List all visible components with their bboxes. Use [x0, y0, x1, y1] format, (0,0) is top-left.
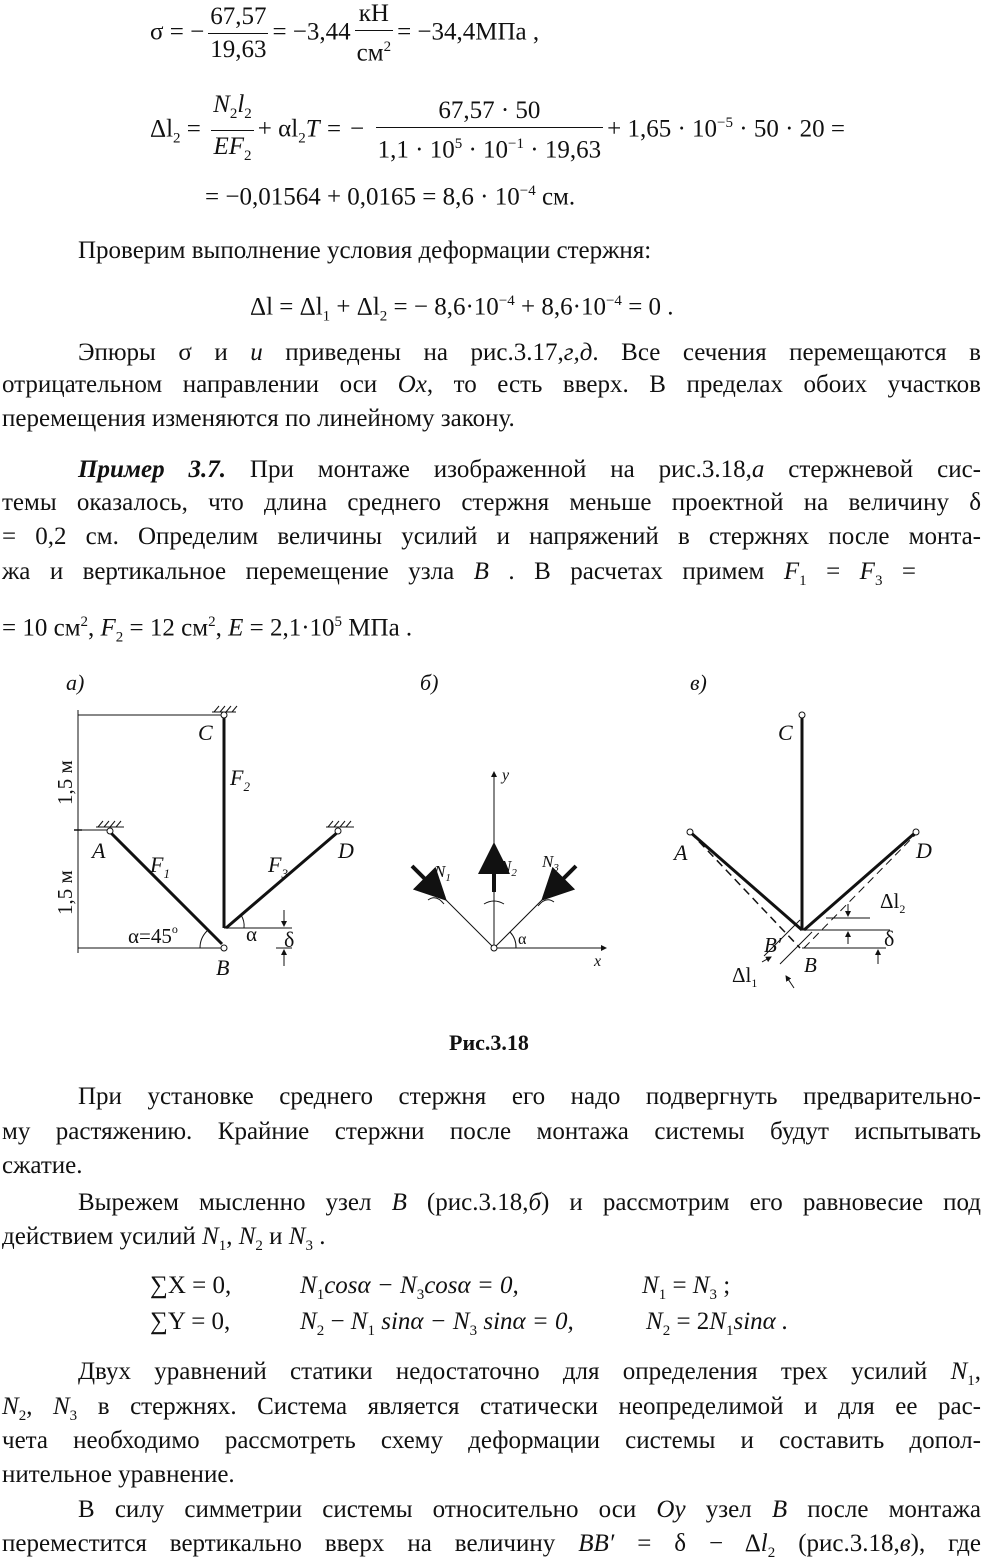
- t: ∑X = 0,: [150, 1272, 232, 1299]
- t: = 12 см: [123, 614, 209, 642]
- t: F: [783, 558, 800, 585]
- paragraph-line: = 0,2 см. Определим величины усилий и напряжений в стержнях после монта-: [2, 523, 981, 550]
- sub: 2: [173, 130, 181, 147]
- t: N: [950, 1358, 968, 1385]
- paragraph-line: нительное уравнение.: [2, 1461, 235, 1488]
- t: = 10 см: [2, 614, 81, 642]
- sub: 2: [115, 629, 124, 646]
- t: = − 8,6·10: [387, 293, 499, 321]
- panel-a-label: а): [66, 670, 85, 695]
- paragraph-line: При установке среднего стержня его надо подвергнуть предварительно-: [78, 1083, 981, 1110]
- t: МПа .: [342, 614, 413, 642]
- paragraph-line: [2, 1529, 981, 1568]
- t: , то есть вверх. В пределах обоих участков: [426, 371, 981, 398]
- t: При монтаже изображенной на рис.3.18,: [226, 456, 752, 483]
- example-heading: Пример 3.7.: [78, 456, 226, 483]
- dl2-lhs: Δl: [150, 115, 174, 143]
- label-delta: δ: [284, 927, 295, 952]
- t: $N_2 - N_1$ $\sin\alpha - N_3$ sinα = 0,: [300, 1308, 574, 1339]
- t: Oy: [656, 1496, 686, 1523]
- bar-a: [690, 832, 802, 930]
- sup: −1: [508, 135, 525, 152]
- sup: 5: [334, 614, 343, 630]
- support-a: [96, 821, 124, 827]
- t: Эпюры σ и: [78, 339, 251, 366]
- unit-denominator: [355, 31, 393, 67]
- t: Δl = Δl: [250, 293, 323, 321]
- equation-dl2-line2: [205, 176, 575, 212]
- t: · 10: [462, 136, 509, 164]
- bar-a-dashed: [690, 832, 800, 948]
- sub: 2: [298, 130, 306, 147]
- label-alpha45: $\alpha=45^o$: [128, 922, 178, 948]
- t: и: [262, 1223, 289, 1250]
- paragraph-line: [78, 338, 981, 368]
- fraction: [208, 3, 268, 64]
- label-alpha: α: [246, 922, 258, 946]
- t: действием усилий: [2, 1223, 203, 1250]
- equation-check: [250, 286, 674, 331]
- fraction-numeric: [376, 97, 603, 164]
- t: = δ − Δ: [614, 1530, 761, 1557]
- sym: l: [237, 91, 245, 119]
- t: приведены на рис.3.17,: [262, 339, 564, 366]
- denominator: [376, 128, 603, 164]
- t: B: [391, 1189, 407, 1216]
- label-f2: $F_2$: [230, 765, 250, 794]
- t: ∑Y = 0,: [150, 1308, 231, 1335]
- axis-y-label: y: [502, 767, 510, 784]
- t: $N_1 = N_3$ ;: [642, 1272, 731, 1303]
- label-dl1: $\Delta l_1$: [732, 963, 758, 990]
- label-a: A: [92, 838, 106, 863]
- paragraph-line: [78, 1495, 981, 1525]
- t: F: [859, 558, 875, 585]
- support-d: [326, 821, 354, 827]
- label-alpha: α: [518, 931, 527, 948]
- t: E: [228, 614, 244, 642]
- t: в: [899, 1530, 911, 1557]
- paragraph-line: [2, 1222, 325, 1261]
- t: B: [771, 1496, 788, 1523]
- t: =: [806, 558, 860, 585]
- t: N: [2, 1393, 19, 1420]
- unit-fraction: [355, 0, 393, 67]
- paragraph-check: Проверим выполнение условия деформации стержня:: [78, 237, 652, 264]
- sup: 5: [454, 135, 463, 152]
- t: стержневой сис-: [764, 456, 981, 483]
- t: N: [202, 1223, 219, 1250]
- t: $N_1\cos\alpha - N_3\cos\alpha = 0$,: [300, 1272, 519, 1303]
- sup: 2: [208, 614, 216, 630]
- t: BB′: [578, 1530, 615, 1557]
- denominator: 19,63: [210, 36, 267, 64]
- fraction-n2l2: [211, 91, 254, 170]
- dimension-upper: 1,5 м: [53, 760, 77, 805]
- label-c: C: [198, 720, 213, 745]
- sub: 2: [243, 148, 252, 165]
- numerator: 67,57: [208, 3, 268, 34]
- sup: 2: [80, 614, 89, 630]
- sym: N: [213, 91, 230, 119]
- t: N: [288, 1223, 306, 1250]
- t: переместится вертикально вверх на величину: [2, 1530, 579, 1557]
- label-b: B: [216, 955, 230, 980]
- t: . Все сечения перемещаются в: [592, 339, 981, 366]
- t: l: [760, 1530, 768, 1557]
- paragraph-line: [2, 370, 981, 400]
- paragraph-line: му растяжению. Крайние стержни после монтажа системы будут испытывать: [2, 1118, 981, 1145]
- sub: 2: [767, 1545, 776, 1561]
- sub: 3: [305, 1238, 313, 1254]
- equation-dl2: [150, 90, 845, 171]
- t: ), где: [910, 1530, 981, 1557]
- panel-b: [412, 670, 606, 970]
- panel-b-label: б): [420, 670, 439, 695]
- sub: 1: [967, 1373, 975, 1389]
- sym: EF: [213, 133, 244, 161]
- t: . В расчетах примем: [488, 558, 784, 585]
- t: = 0 .: [621, 293, 674, 321]
- panel-c-label: в): [690, 670, 707, 695]
- label-n1: $N_1$: [434, 862, 451, 884]
- sub: 1: [799, 573, 807, 589]
- t: отрицательном направлении оси: [2, 371, 398, 398]
- paragraph-line: [78, 1188, 981, 1218]
- sub: 1: [218, 1238, 227, 1254]
- sub: 3: [874, 573, 883, 589]
- paragraph-line: [78, 455, 981, 485]
- unit-den-text: см: [356, 39, 384, 67]
- sub: 1: [322, 308, 331, 325]
- t: ,: [974, 1358, 981, 1385]
- figure-3-18: [0, 660, 982, 1080]
- t: после монтажа: [787, 1496, 981, 1523]
- unit-numerator: кН: [355, 0, 393, 31]
- paragraph-line: [78, 1357, 981, 1396]
- label-delta: δ: [884, 926, 895, 951]
- t: .: [312, 1223, 326, 1250]
- sub: 2: [244, 106, 252, 123]
- label-b: B: [804, 953, 817, 977]
- label-f3: $F_3$: [268, 852, 288, 881]
- t: б: [528, 1189, 542, 1216]
- eq-sigma-mid: = −3,44: [272, 18, 351, 46]
- t: =: [882, 558, 916, 585]
- equals: =: [186, 115, 201, 143]
- t: ) и рассмотрим его равновесие под: [541, 1189, 982, 1216]
- t: Двух уравнений статики недостаточно для определения трех усилий: [78, 1358, 951, 1385]
- t: а: [751, 456, 765, 483]
- t: B: [473, 558, 489, 585]
- t: F: [100, 614, 116, 642]
- t: см.: [535, 183, 576, 211]
- label-d: D: [338, 838, 354, 863]
- support-c: [212, 706, 237, 712]
- label-f1: $F_1$: [150, 852, 170, 881]
- t: · 19,63: [524, 136, 602, 164]
- t: + Δl: [330, 293, 380, 321]
- sub: 3: [69, 1408, 78, 1424]
- t: (рис.3.18,: [775, 1530, 900, 1557]
- numerator: [211, 91, 254, 131]
- sub: 2: [255, 1238, 263, 1254]
- t: 1,1 · 10: [377, 136, 455, 164]
- label-c: C: [778, 720, 793, 745]
- label-d: D: [916, 838, 932, 863]
- term: · 50 · 20 =: [733, 115, 845, 143]
- figure-caption: Рис.3.18: [449, 1030, 529, 1055]
- label-a: A: [674, 840, 688, 865]
- sup: −4: [498, 293, 515, 309]
- label-n3: $N_3$: [542, 852, 559, 874]
- t: u: [250, 339, 263, 366]
- t: ,: [226, 1223, 239, 1250]
- t: В силу симметрии системы относительно оси: [78, 1496, 657, 1523]
- paragraph-line: [2, 557, 916, 596]
- dimension-lower: 1,5 м: [53, 870, 77, 915]
- term: T = −: [305, 115, 366, 143]
- unit-den-exp: 2: [383, 39, 392, 55]
- denominator: [211, 131, 254, 170]
- t: Ox: [397, 371, 427, 398]
- paragraph-line: темы оказалось, что длина среднего стержня меньше проектной на величину δ: [2, 489, 981, 516]
- axis-x-label: x: [594, 953, 602, 970]
- t: ,: [215, 614, 229, 642]
- term: + αl: [257, 115, 299, 143]
- t: + 8,6·10: [514, 293, 606, 321]
- eq-sigma-rhs: = −34,4МПа ,: [397, 18, 540, 46]
- sup: −4: [519, 183, 536, 199]
- t: г,д: [563, 339, 593, 366]
- paragraph-line: сжатие.: [2, 1152, 83, 1179]
- equation-sigma: [150, 0, 539, 67]
- t: узел: [685, 1496, 772, 1523]
- label-n2: $N_2$: [500, 857, 517, 879]
- sub: 2: [379, 308, 388, 325]
- sup: −5: [717, 115, 733, 131]
- t: в стержнях. Система является статически неопределимой и для ее рас-: [77, 1393, 981, 1420]
- label-dl2: $\Delta l_2$: [880, 889, 906, 916]
- sup: −4: [605, 293, 622, 309]
- t: ,: [88, 614, 101, 642]
- t: = −0,01564 + 0,0165 = 8,6 · 10: [205, 183, 520, 211]
- numerator: 67,57 · 50: [376, 97, 603, 128]
- t: N: [52, 1393, 70, 1420]
- sub: 2: [229, 106, 238, 123]
- t: Вырежем мысленно узел: [78, 1189, 392, 1216]
- panel-c: [672, 670, 932, 990]
- t: $N_2 = 2N_1\sin\alpha$ .: [646, 1308, 789, 1339]
- paragraph-line: [2, 607, 412, 652]
- sub: 2: [18, 1408, 27, 1424]
- eq-sigma-lhs: σ = −: [150, 18, 205, 46]
- t: жа и вертикальное перемещение узла: [2, 558, 474, 585]
- t: = 2,1·10: [243, 614, 335, 642]
- term: + 1,65 · 10: [607, 115, 718, 143]
- panel-a: [53, 670, 354, 980]
- paragraph-line: чета необходимо рассмотреть схему деформации системы и составить допол-: [2, 1427, 981, 1454]
- label-b-prime: B′: [764, 933, 782, 957]
- t: ,: [26, 1393, 53, 1420]
- t: (рис.3.18,: [406, 1189, 529, 1216]
- paragraph-line: перемещения изменяются по линейному закону.: [2, 405, 515, 432]
- t: N: [238, 1223, 256, 1250]
